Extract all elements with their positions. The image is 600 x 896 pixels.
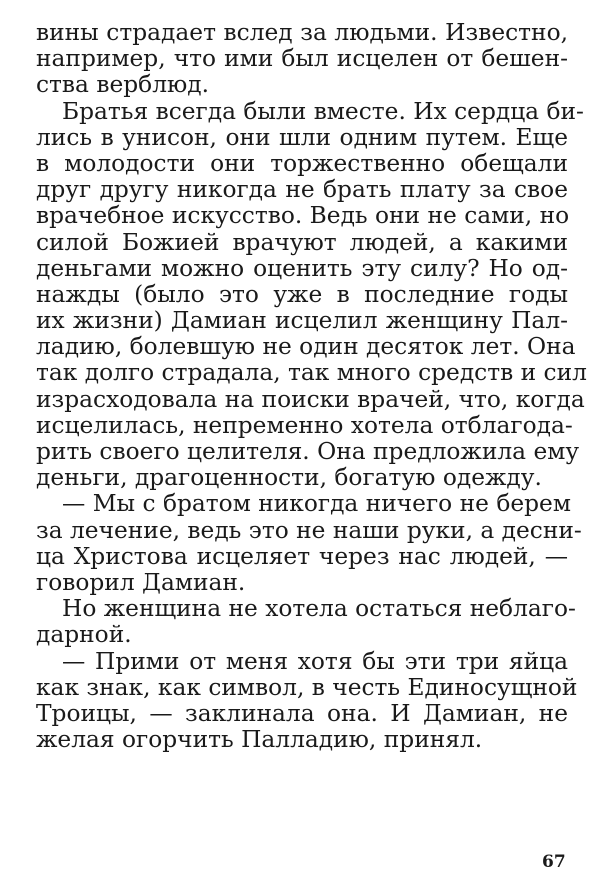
text-line: деньги, драгоценности, богатую одежду. bbox=[36, 464, 542, 492]
text-line: друг другу никогда не брать плату за свое bbox=[36, 176, 568, 204]
text-line: рить своего целителя. Она предложила ему bbox=[36, 438, 580, 465]
page-number: 67 bbox=[542, 852, 566, 872]
page-text bbox=[36, 19, 587, 754]
text-line: исцелилась, непременно хотела отблагода- bbox=[36, 411, 573, 439]
text-line: дарной. bbox=[36, 621, 132, 649]
text-line: их жизни) Дамиан исцелил женщину Пал- bbox=[36, 307, 568, 335]
text-line: Братья всегда были вместе. Их сердца би- bbox=[62, 97, 584, 125]
text-line: так долго страдала, так много средств и сил bbox=[36, 359, 587, 387]
text-line: нажды (было это уже в последние годы bbox=[36, 280, 568, 308]
text-line: говорил Дамиан. bbox=[36, 568, 246, 596]
text-line: например, что ими был исцелен от бешен- bbox=[36, 45, 568, 73]
text-line: силой Божией врачуют людей, а какими bbox=[36, 228, 568, 256]
text-line: лись в унисон, они шли одним путем. Еще bbox=[36, 123, 568, 151]
paragraph-2 bbox=[36, 97, 587, 492]
text-line: Но женщина не хотела остаться неблаго- bbox=[62, 595, 576, 623]
text-line: вины страдает вслед за людьми. Известно, bbox=[36, 19, 568, 46]
text-line: деньгами можно оценить эту силу? Но од- bbox=[36, 254, 568, 282]
paragraph-3 bbox=[36, 490, 582, 596]
text-line: как знак, как символ, в честь Единосущной bbox=[36, 673, 578, 701]
paragraph-5 bbox=[36, 647, 578, 754]
text-line: — Мы с братом никогда ничего не берем bbox=[62, 490, 571, 518]
paragraph-4 bbox=[36, 595, 576, 649]
text-line: за лечение, ведь это не наши руки, а десни- bbox=[36, 516, 582, 544]
text-line: Троицы, — заклинала она. И Дамиан, не bbox=[36, 699, 568, 727]
text-line: в молодости они торжественно обещали bbox=[36, 149, 568, 177]
text-line: ладию, болевшую не один десяток лет. Она bbox=[36, 333, 576, 361]
text-line: ца Христова исцеляет через нас людей, — bbox=[36, 542, 568, 570]
text-line: ства верблюд. bbox=[36, 71, 210, 99]
paragraph-1 bbox=[36, 20, 568, 99]
text-line: израсходовала на поиски врачей, что, когда bbox=[36, 385, 585, 413]
text-line: желая огорчить Палладию, принял. bbox=[36, 726, 483, 754]
text-line: врачебное искусство. Ведь они не сами, но bbox=[36, 202, 570, 230]
text-line: — Прими от меня хотя бы эти три яйца bbox=[62, 647, 568, 675]
